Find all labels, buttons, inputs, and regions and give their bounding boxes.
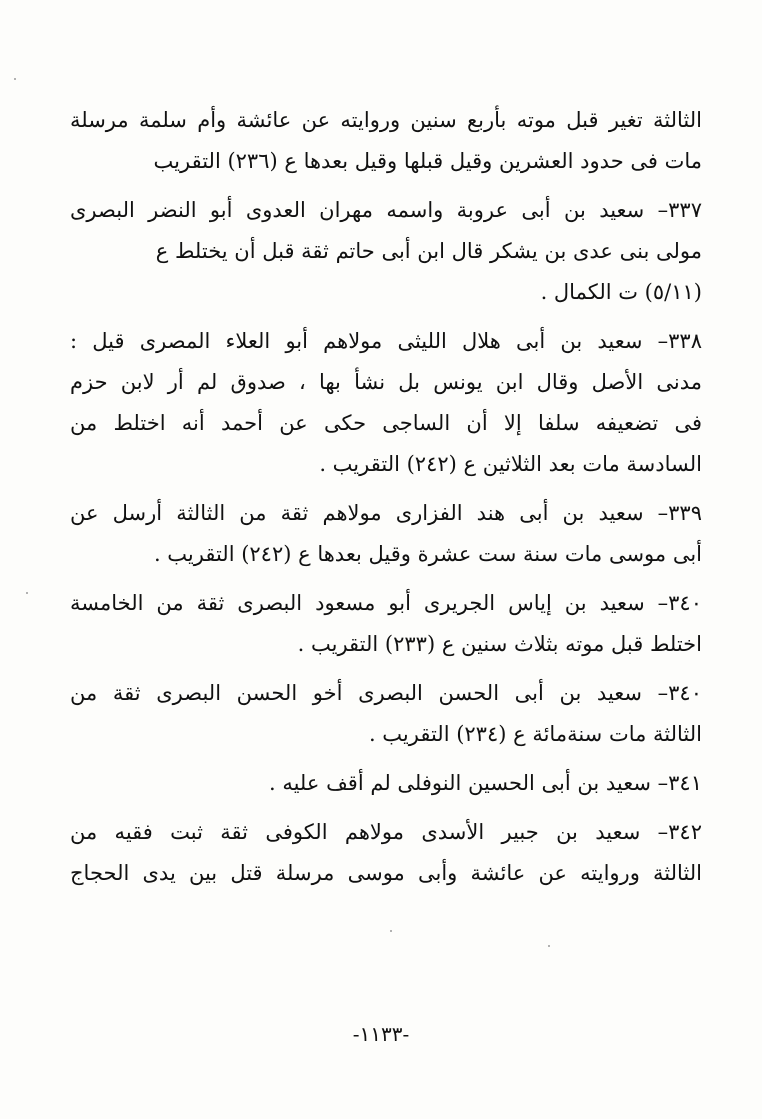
scan-speck — [390, 930, 392, 932]
page-number: -١١٣٣- — [352, 1022, 410, 1046]
entry-341-heading: ٣٤١– سعيد بن أبى الحسين النوفلى لم أقف عليه . — [268, 771, 702, 795]
text-line: الثالثة تغير قبل موته بأربع سنين وروايته عن عائشة وأم سلمة مرسلة — [70, 108, 702, 132]
text-line: فى تضعيفه سلفا إلا أن الساجى حكى عن أحمد أنه اختلط من — [70, 411, 702, 435]
text-line: مات فى حدود العشرين وقيل قبلها وقيل بعدها ع (٢٣٦) التقريب — [153, 149, 702, 173]
entry-340b-heading: ٣٤٠َ– سعيد بن أبى الحسن البصرى أخو الحسن البصرى ثقة من — [70, 681, 702, 705]
scan-speck — [548, 945, 550, 947]
text-line: الثالثة وروايته عن عائشة وأبى موسى مرسلة قتل بين يدى الحجاج — [70, 861, 702, 885]
scan-speck — [26, 592, 28, 594]
body-text — [70, 100, 702, 894]
text-line: الثالثة مات سنةمائة ع (٢٣٤) التقريب . — [368, 722, 702, 746]
entry-342-heading: ٣٤٢– سعيد بن جبير الأسدى مولاهم الكوفى ثقة ثبت فقيه من — [70, 820, 702, 844]
text-line: مولى بنى عدى بن يشكر قال ابن أبى حاتم ثقة قبل أن يختلط ع — [155, 239, 702, 263]
text-line: اختلط قبل موته بثلاث سنين ع (٢٣٣) التقريب . — [297, 632, 702, 656]
text-line: (٥/١١) ت الكمال . — [540, 280, 702, 304]
entry-338-heading: ٣٣٨– سعيد بن أبى هلال الليثى مولاهم أبو العلاء المصرى قيل : — [70, 329, 702, 353]
scan-speck — [14, 78, 16, 80]
entry-337-heading: ٣٣٧– سعيد بن أبى عروبة واسمه مهران العدوى أبو النضر البصرى — [70, 198, 702, 222]
entry-339-heading: ٣٣٩– سعيد بن أبى هند الفزارى مولاهم ثقة من الثالثة أرسل عن — [70, 501, 702, 525]
text-line: مدنى الأصل وقال ابن يونس بل نشأ بها ، صدوق لم أر لابن حزم — [70, 370, 702, 394]
text-line: السادسة مات بعد الثلاثين ع (٢٤٢) التقريب . — [319, 452, 702, 476]
text-line: أبى موسى مات سنة ست عشرة وقيل بعدها ع (٢٤٢) التقريب . — [153, 542, 702, 566]
entry-340-heading: ٣٤٠– سعيد بن إياس الجريرى أبو مسعود البصرى ثقة من الخامسة — [70, 591, 702, 615]
